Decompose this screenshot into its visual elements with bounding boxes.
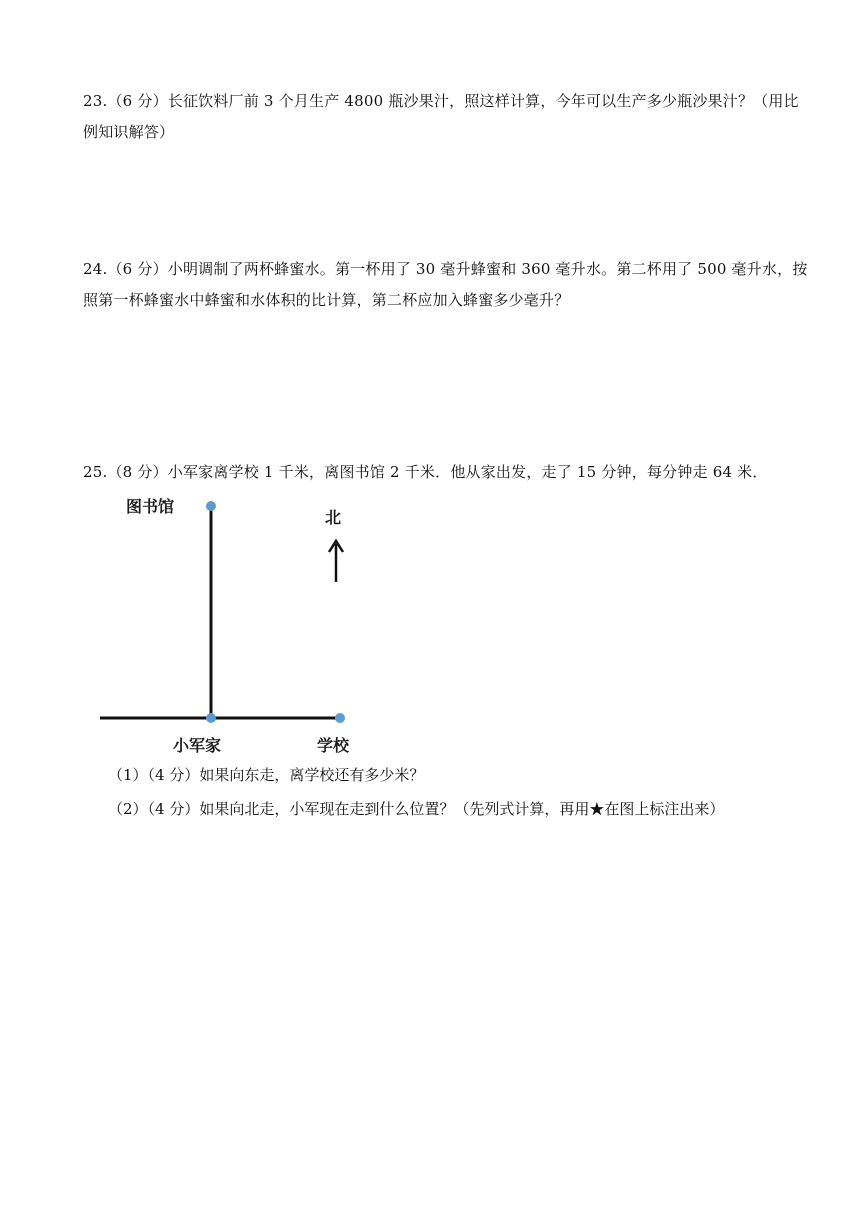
- question-25: 25.（8 分）小军家离学校 1 千米，离图书馆 2 千米．他从家出发，走了 15 分钟，每分钟走 64 米．: [83, 463, 768, 481]
- subquestion-2: （2）（4 分）如果向北走，小军现在走到什么位置？（先列式计算，再用★在图上标注出来）: [108, 800, 725, 818]
- map-diagram: [100, 492, 362, 760]
- map-figure: [100, 492, 362, 760]
- home-point: [206, 713, 216, 723]
- school-point: [335, 713, 345, 723]
- library-label: 图书馆: [126, 497, 175, 516]
- question-24: 24.（6 分）小明调制了两杯蜂蜜水。第一杯用了 30 毫升蜂蜜和 360 毫升水。第二杯用了 500 毫升水，按照第一杯蜂蜜水中蜂蜜和水体积的比计算，第二杯应加入蜂蜜多少毫升？: [83, 260, 808, 309]
- subquestion-1: （1）（4 分）如果向东走，离学校还有多少米？: [108, 766, 425, 784]
- school-label: 学校: [317, 736, 350, 755]
- question-23: 23.（6 分）长征饮料厂前 3 个月生产 4800 瓶沙果汁，照这样计算，今年可以生产多少瓶沙果汁？（用比例知识解答）: [83, 92, 799, 141]
- north-label: 北: [325, 508, 342, 527]
- library-point: [206, 501, 216, 511]
- home-label: 小军家: [173, 736, 222, 755]
